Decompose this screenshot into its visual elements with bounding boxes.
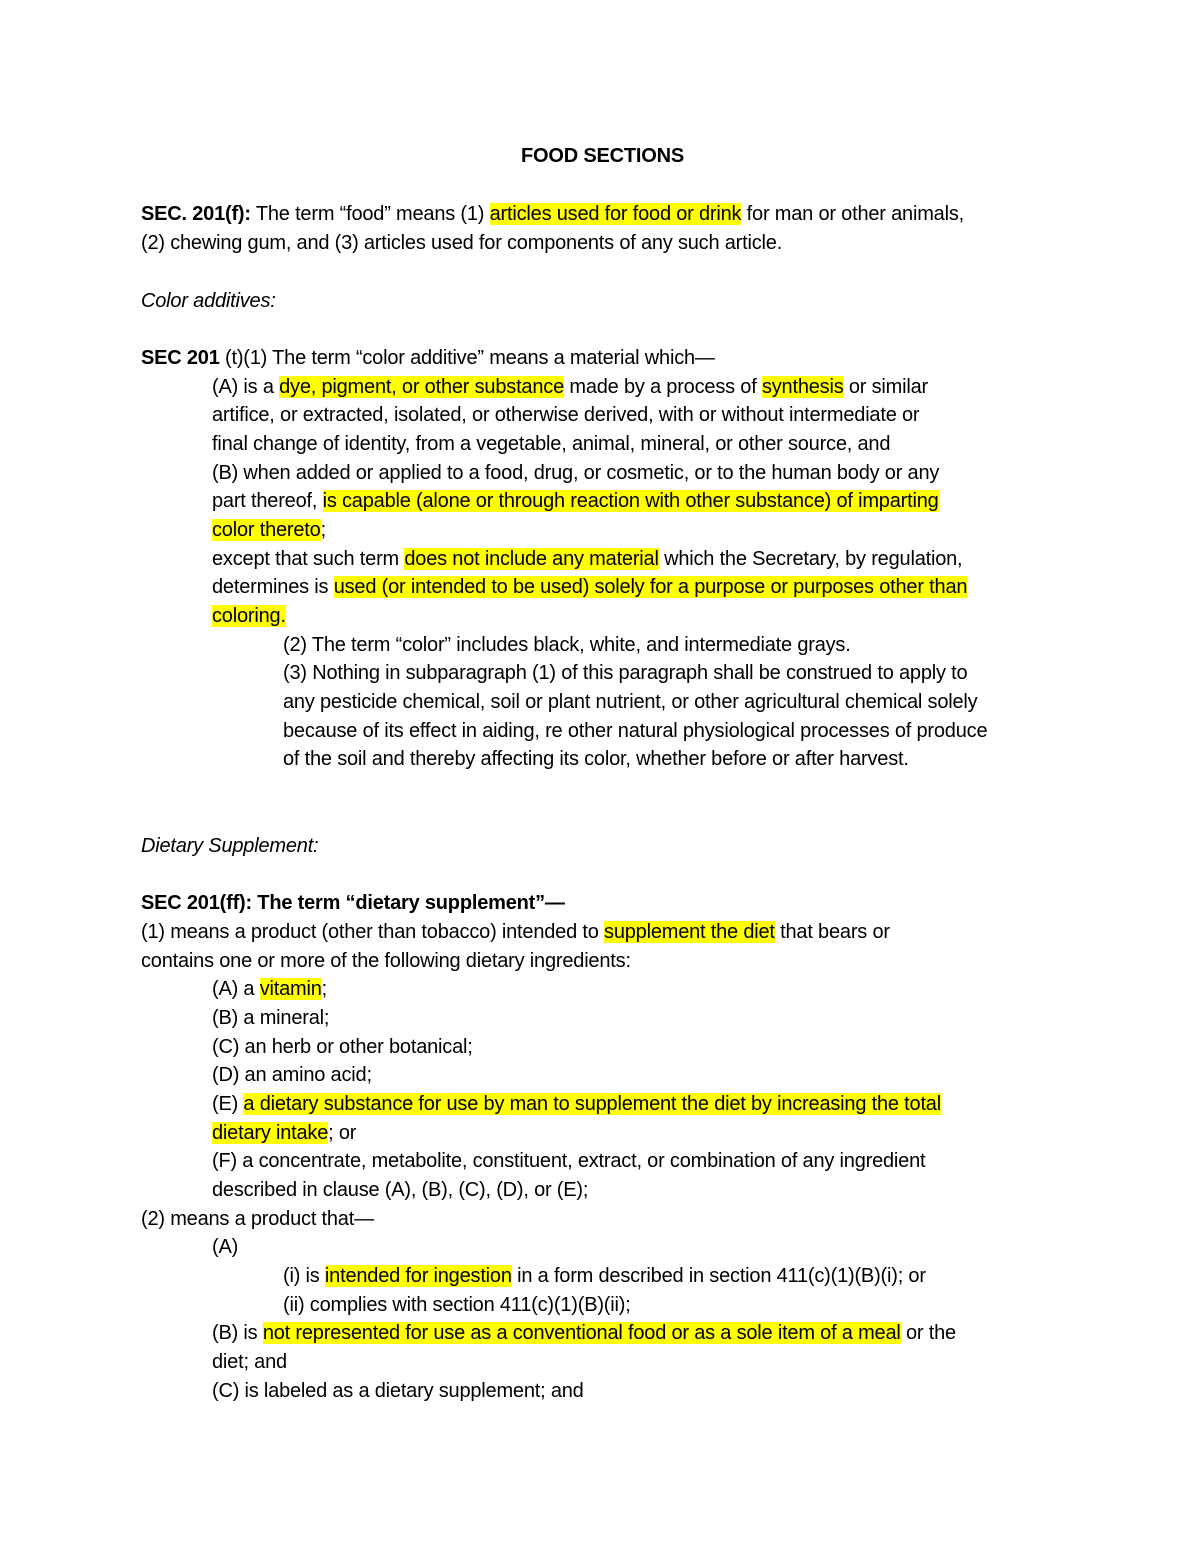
color-p3-line-3: because of its effect in aiding, re other natural physiological processes of produce: [283, 720, 988, 742]
text: ;: [320, 519, 326, 541]
color-p3-line-4: of the soil and thereby affecting its color, whether before or after harvest.: [283, 748, 909, 770]
highlight: not represented for use as a conventional food or as a sole item of a meal: [262, 1322, 901, 1344]
color-p3-line-2: any pesticide chemical, soil or plant nutrient, or other agricultural chemical solely: [283, 691, 978, 713]
highlight: dietary intake: [212, 1122, 329, 1144]
text: (A) is a: [212, 376, 280, 398]
highlight: articles used for food or drink: [489, 203, 742, 225]
sec-f-line-2: (2) chewing gum, and (3) articles used for components of any such article.: [141, 232, 783, 254]
color-a-line-1: [212, 373, 928, 401]
text: (B) is: [212, 1322, 263, 1344]
dietary-f-line-2: described in clause (A), (B), (C), (D), or (E);: [212, 1179, 589, 1201]
dietary-sec-heading: SEC 201(ff): The term “dietary supplement”—: [141, 892, 565, 914]
color-except-line-1: [212, 545, 962, 573]
dietary-1-line-2: contains one or more of the following dietary ingredients:: [141, 950, 631, 972]
text: in a form described in section 411(c)(1)(B)(i); or: [511, 1265, 926, 1287]
text: (t)(1) The term “color additive” means a material which—: [219, 347, 715, 369]
highlight: supplement the diet: [604, 921, 775, 943]
dietary-f-line-1: (F) a concentrate, metabolite, constituent, extract, or combination of any ingredient: [212, 1150, 926, 1172]
color-p2: (2) The term “color” includes black, white, and intermediate grays.: [283, 634, 851, 656]
highlight: dye, pigment, or other substance: [279, 376, 564, 398]
dietary-c: (C) an herb or other botanical;: [212, 1036, 473, 1058]
highlight: a dietary substance for use by man to supplement the diet by increasing the total: [243, 1093, 941, 1115]
dietary-2b-line-1: [212, 1319, 956, 1347]
sec-label: SEC 201: [141, 347, 220, 369]
dietary-heading: Dietary Supplement:: [141, 835, 319, 857]
color-sec-heading: [141, 344, 715, 372]
dietary-2a: (A): [212, 1236, 239, 1258]
text: (i) is: [283, 1265, 325, 1287]
text: which the Secretary, by regulation,: [658, 548, 963, 570]
text: The term “food” means (1): [250, 203, 490, 225]
dietary-2c: (C) is labeled as a dietary supplement; and: [212, 1380, 584, 1402]
color-except-line-3: [212, 602, 286, 630]
dietary-d: (D) an amino acid;: [212, 1064, 372, 1086]
dietary-e-line-1: [212, 1090, 941, 1118]
color-except-line-2: [212, 573, 967, 601]
color-a-line-2: artifice, or extracted, isolated, or otherwise derived, with or without intermediate or: [212, 404, 920, 426]
text: that bears or: [774, 921, 890, 943]
text: except that such term: [212, 548, 405, 570]
color-b-line-1: (B) when added or applied to a food, drug, or cosmetic, or to the human body or any: [212, 462, 940, 484]
highlight: coloring.: [212, 605, 286, 627]
text: ; or: [328, 1122, 357, 1144]
dietary-2a-i: [283, 1262, 926, 1290]
sec-f-label: SEC. 201(f):: [141, 203, 251, 225]
page-title: FOOD SECTIONS: [521, 145, 684, 167]
highlight: intended for ingestion: [324, 1265, 512, 1287]
color-p3-line-1: (3) Nothing in subparagraph (1) of this paragraph shall be construed to apply to: [283, 662, 968, 684]
color-additives-heading: Color additives:: [141, 290, 276, 312]
dietary-a: [212, 975, 327, 1003]
dietary-e-line-2: [212, 1119, 356, 1147]
text: (1) means a product (other than tobacco) intended to: [141, 921, 605, 943]
text: made by a process of: [564, 376, 762, 398]
dietary-2: (2) means a product that—: [141, 1208, 374, 1230]
color-a-line-3: final change of identity, from a vegetable, animal, mineral, or other source, and: [212, 433, 891, 455]
highlight: is capable (alone or through reaction with other substance) of imparting: [322, 490, 939, 512]
highlight: color thereto: [212, 519, 321, 541]
text: ;: [321, 978, 328, 1000]
dietary-1-line-1: [141, 918, 890, 946]
highlight: synthesis: [761, 376, 844, 398]
text: or similar: [843, 376, 928, 398]
dietary-2a-ii: (ii) complies with section 411(c)(1)(B)(ii);: [283, 1294, 631, 1316]
highlight: vitamin: [259, 978, 322, 1000]
highlight: used (or intended to be used) solely for a purpose or purposes other than: [333, 576, 968, 598]
text: (A) a: [212, 978, 260, 1000]
text: (E): [212, 1093, 244, 1115]
text: determines is: [212, 576, 334, 598]
sec-f-line-1: [141, 200, 964, 228]
text: part thereof,: [212, 490, 323, 512]
color-b-line-2: [212, 487, 939, 515]
text: or the: [900, 1322, 956, 1344]
dietary-2b-line-2: diet; and: [212, 1351, 287, 1373]
color-b-line-3: [212, 516, 326, 544]
highlight: does not include any material: [404, 548, 659, 570]
dietary-b: (B) a mineral;: [212, 1007, 330, 1029]
text: for man or other animals,: [741, 203, 964, 225]
